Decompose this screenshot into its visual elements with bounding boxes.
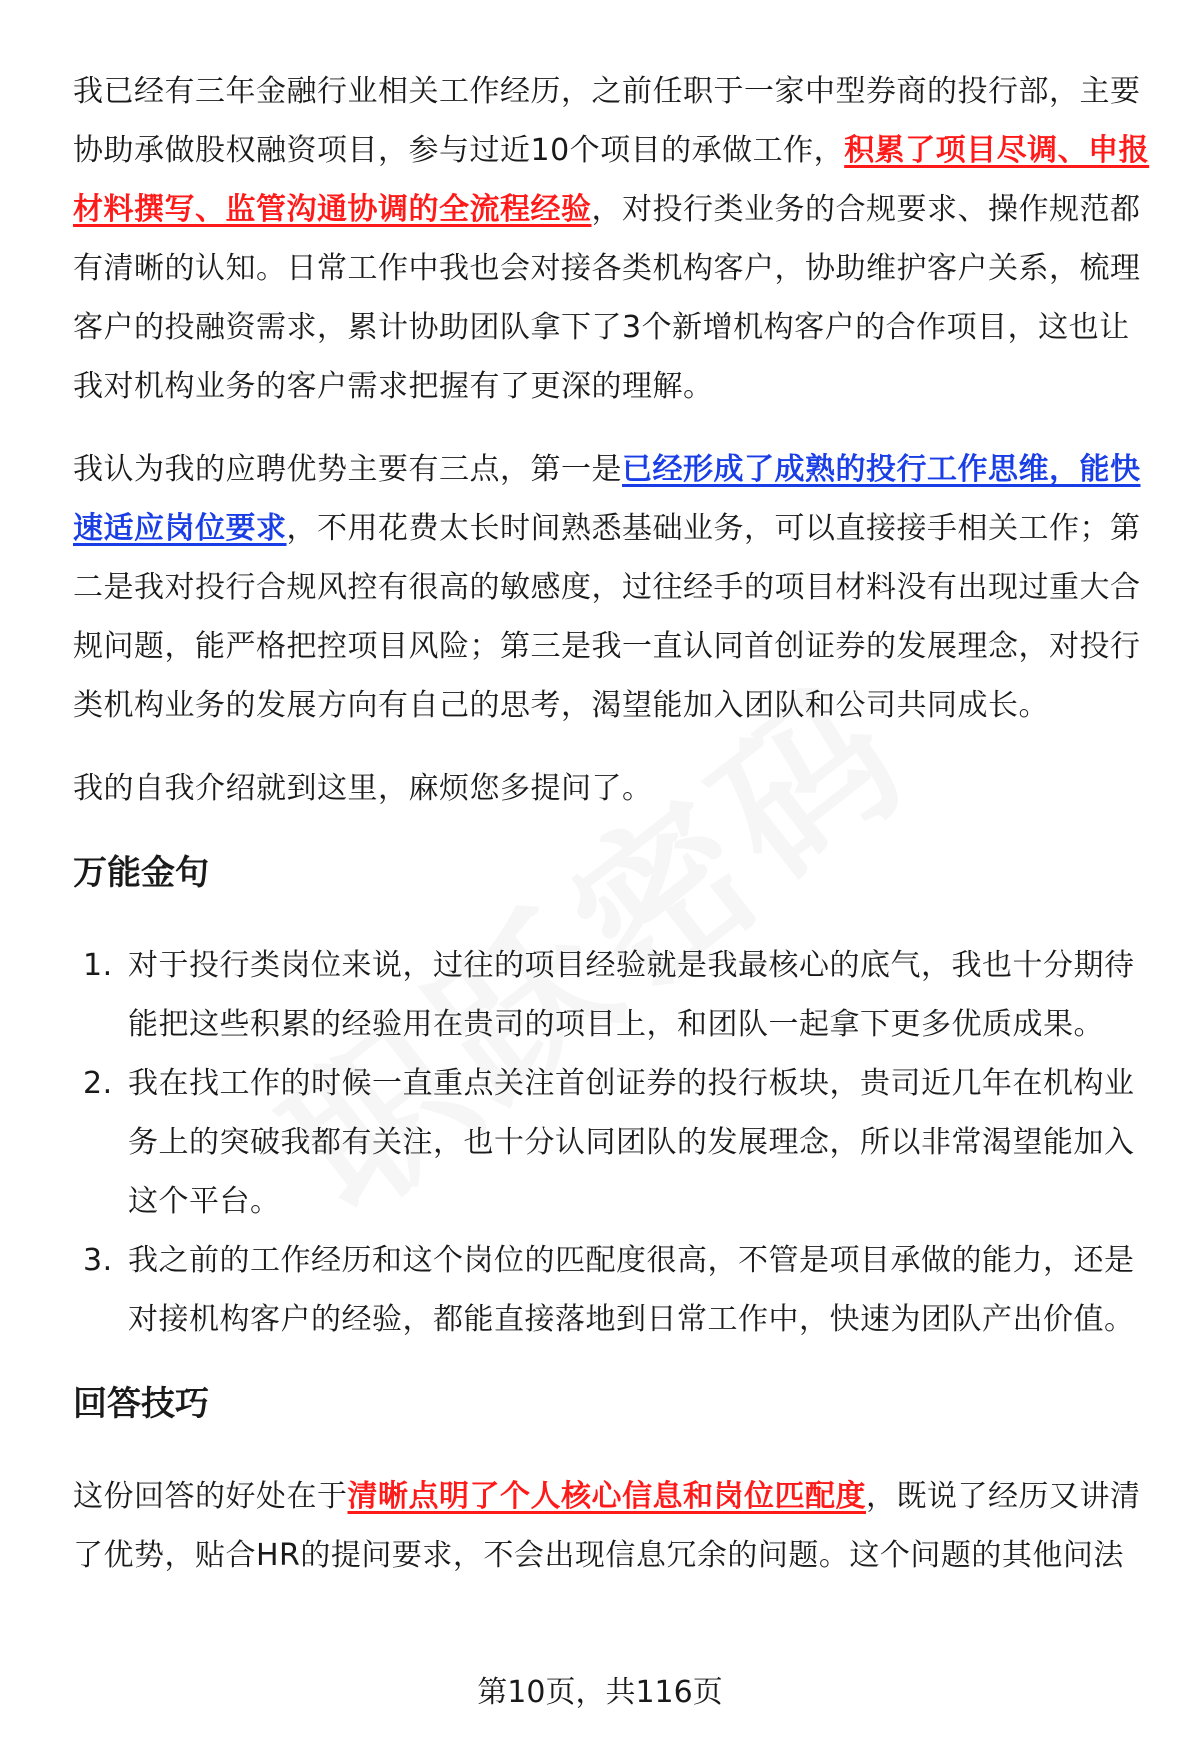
paragraph-text: ，不用花费太长时间熟悉基础业务，可以直接接手相关工作；第二是我对投行合规风控有很高的敏感度，过往经手的项目材料没有出现过重大合规问题，能严格把控项目风险；第三是我一直认同首创证券的发展理念，对投行类机构业务的发展方向有自己的思考，渴望能加入团队和公司共同成长。 bbox=[73, 511, 1141, 723]
paragraph-text: 这份回答的好处在于 bbox=[73, 1479, 348, 1514]
paragraph-text: ，既说了经历又讲清了优势，贴合HR的提问要求，不会出现信息冗余的问题。这个问题的其他问法 bbox=[73, 1479, 1141, 1573]
red-highlight: 清晰点明了个人核心信息和岗位匹配度 bbox=[347, 1479, 866, 1514]
red-highlight: 积累了项目尽调、申报材料撰写、监管沟通协调的全流程经验 bbox=[73, 133, 1150, 227]
paragraph-closing: 我的自我介绍就到这里，麻烦您多提问了。 bbox=[73, 771, 653, 806]
blue-highlight: 已经形成了成熟的投行工作思维，能快速适应岗位要求 bbox=[73, 452, 1141, 546]
list-item-text: 我之前的工作经历和这个岗位的匹配度很高，不管是项目承做的能力，还是对接机构客户的经验，都能直接落地到日常工作中，快速为团队产出价值。 bbox=[128, 1243, 1135, 1337]
list-item-text: 我在找工作的时候一直重点关注首创证券的投行板块，贵司近几年在机构业务上的突破我都有关注，也十分认同团队的发展理念，所以非常渴望能加入这个平台。 bbox=[128, 1066, 1135, 1219]
paragraph-experience bbox=[73, 62, 1153, 416]
paragraph-advantages bbox=[73, 440, 1153, 735]
paragraph-text: 我已经有三年金融行业相关工作经历，之前任职于一家中型券商的投行部，主要协助承做股权融资项目，参与过近10个项目的承做工作， bbox=[73, 74, 1141, 168]
paragraph-answer-tips bbox=[73, 1467, 1153, 1585]
golden-sentences-list bbox=[73, 936, 1153, 1349]
list-item bbox=[73, 1231, 1153, 1349]
section-heading-golden-sentences: 万能金句 bbox=[73, 853, 209, 893]
page-content bbox=[73, 62, 1153, 1609]
page-number-footer: 第10页，共116页 bbox=[477, 1675, 723, 1710]
list-item-text: 对于投行类岗位来说，过往的项目经验就是我最核心的底气，我也十分期待能把这些积累的经验用在贵司的项目上，和团队一起拿下更多优质成果。 bbox=[128, 948, 1135, 1042]
paragraph-text: ，对投行类业务的合规要求、操作规范都有清晰的认知。日常工作中我也会对接各类机构客户，协助维护客户关系，梳理客户的投融资需求，累计协助团队拿下了3个新增机构客户的合作项目，这也让我对机构业务的客户需求把握有了更深的理解。 bbox=[73, 192, 1141, 404]
list-number: 1. bbox=[83, 948, 113, 983]
list-number: 2. bbox=[83, 1066, 113, 1101]
paragraph-text: 我认为我的应聘优势主要有三点，第一是 bbox=[73, 452, 622, 487]
list-item bbox=[73, 1054, 1153, 1231]
section-heading-answer-tips: 回答技巧 bbox=[73, 1384, 209, 1424]
list-item bbox=[73, 936, 1153, 1054]
list-number: 3. bbox=[83, 1243, 113, 1278]
